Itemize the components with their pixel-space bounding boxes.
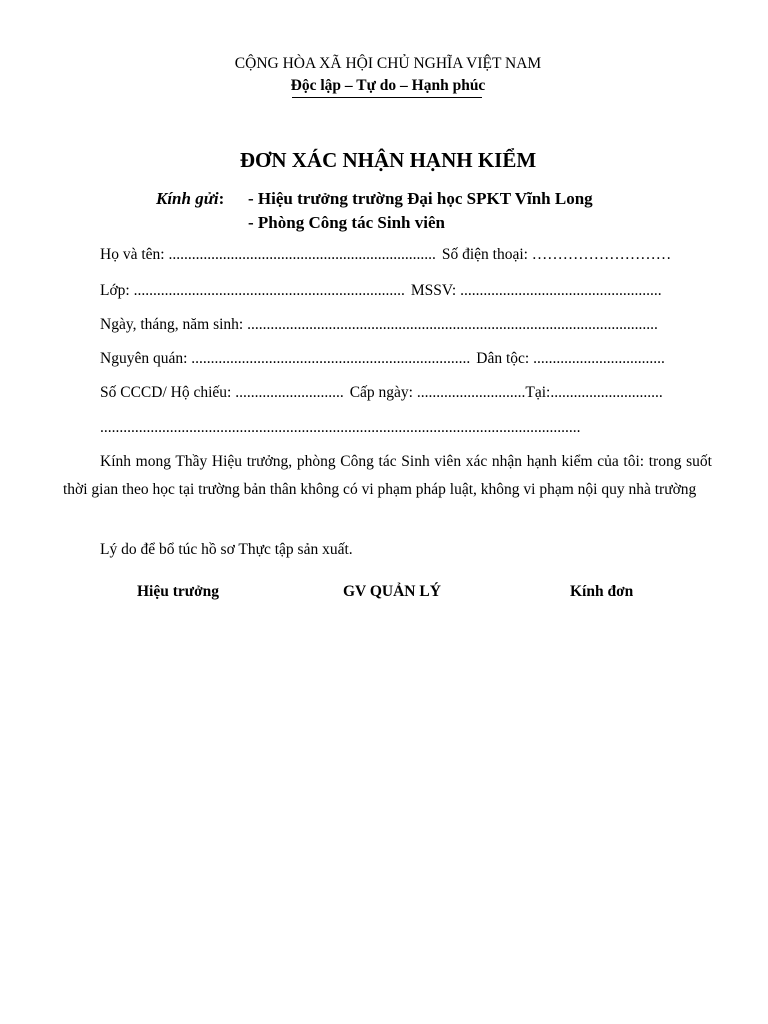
field-class: Lớp: ...................................................................... xyxy=(100,282,405,299)
field-continuation: ............................................................................................................................ xyxy=(100,419,581,436)
addressee-label xyxy=(156,189,224,209)
signature-principal: Hiệu trưởng xyxy=(137,583,220,600)
field-line-birthdate xyxy=(100,316,712,334)
field-student-id: MSSV: .................................................... xyxy=(410,282,662,299)
recipient-student-affairs: - Phòng Công tác Sinh viên xyxy=(248,213,445,232)
national-motto: Độc lập – Tự do – Hạnh phúc xyxy=(290,77,486,94)
field-id-number: Số CCCD/ Hộ chiếu: ............................ xyxy=(100,384,344,401)
field-birthdate: Ngày, tháng, năm sinh: .......................................................................................................... xyxy=(100,316,658,333)
field-hometown: Nguyên quán: ........................................................................ xyxy=(100,350,471,367)
signature-applicant: Kính đơn xyxy=(570,583,634,600)
national-header: CỘNG HÒA XÃ HỘI CHỦ NGHĨA VIỆT NAM xyxy=(234,55,542,72)
addressee-label-text: Kính gửi xyxy=(156,189,219,208)
request-reason: Lý do để bổ túc hồ sơ Thực tập sản xuất. xyxy=(100,541,353,558)
field-line-class-id xyxy=(100,282,712,300)
recipient-principal: - Hiệu trưởng trường Đại học SPKT Vĩnh Long xyxy=(248,189,593,208)
addressee-label-colon: : xyxy=(218,189,225,208)
request-paragraph: Kính mong Thầy Hiệu trưởng, phòng Công tác Sinh viên xác nhận hạnh kiểm của tôi: trong suốt thời gian theo học tại trường bản thân không có vi phạm pháp luật, không vi phạm nội quy nhà trường xyxy=(63,453,712,498)
field-issue-date-place: Cấp ngày: ............................Tại:............................. xyxy=(349,384,663,401)
field-full-name: Họ và tên: ..................................................................... xyxy=(100,246,436,263)
field-line-name-phone xyxy=(100,246,712,264)
field-line-origin-ethnicity xyxy=(100,350,712,368)
field-phone: Số điện thoại: ……………………… xyxy=(441,246,672,263)
field-ethnicity: Dân tộc: .................................. xyxy=(476,350,665,367)
document-title: ĐƠN XÁC NHẬN HẠNH KIỂM xyxy=(239,148,537,172)
field-line-continuation xyxy=(100,419,712,437)
signature-advisor: GV QUẢN LÝ xyxy=(343,583,441,600)
motto-underline xyxy=(292,97,482,98)
field-line-id-card xyxy=(100,384,712,402)
